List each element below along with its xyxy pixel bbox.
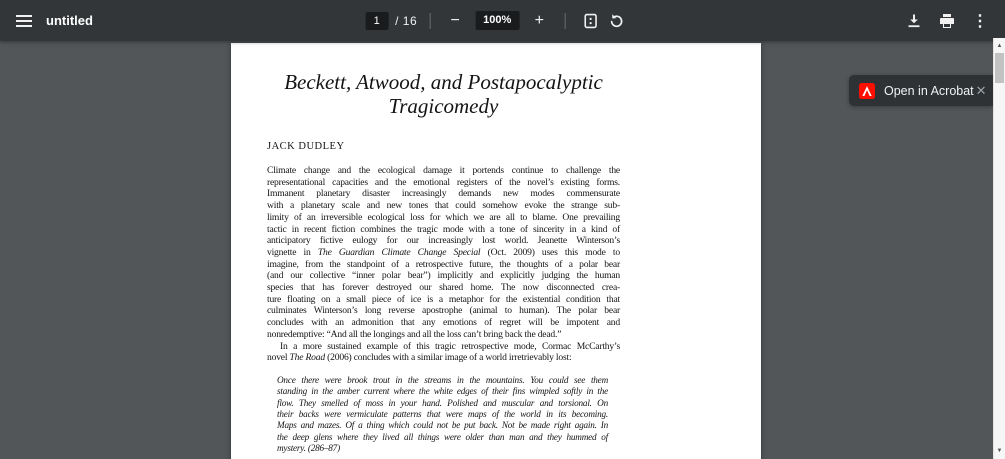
download-button[interactable] — [901, 8, 927, 34]
print-icon — [939, 13, 955, 29]
text-line: the deep glens where they lived all things were older than man and they hummed of — [277, 431, 608, 442]
toolbar-left — [0, 8, 93, 34]
fit-page-button[interactable] — [577, 8, 603, 34]
page-count-label: / 16 — [395, 13, 418, 28]
paragraph-2 — [267, 341, 620, 364]
open-in-acrobat-popup[interactable] — [849, 75, 993, 106]
text-line: species that has forever destroyed our shared home. The now disconnected crea- — [267, 282, 620, 294]
plus-icon: + — [534, 11, 544, 29]
zoom-in-button[interactable] — [526, 8, 552, 34]
print-button[interactable] — [934, 8, 960, 34]
minus-icon: − — [450, 11, 460, 29]
text-line: Climate change and the ecological damage it portends continue to challenge the — [267, 165, 620, 176]
text-line: ture floating on a small piece of ice is a metaphor for the existential condition that — [267, 293, 620, 305]
text-line: vignette in The Guardian Climate Change Special (Oct. 2009) uses this mode to — [267, 246, 620, 258]
scrollbar-thumb[interactable] — [995, 53, 1004, 83]
text-line: representational capacities and the emotional registers of the novel’s existing forms. — [267, 176, 620, 188]
pdf-page — [231, 43, 761, 459]
text-line: flow. They smelled of moss in your hand. Polished and muscular and torsional. On — [277, 397, 608, 408]
menu-icon[interactable] — [11, 8, 37, 34]
scroll-down-icon[interactable]: ▼ — [994, 445, 1005, 457]
text-line: anticipatory fictive eulogy for our increasingly lost world. Jeanette Winterson’s — [267, 235, 620, 247]
text-line: imagine, from the standpoint of a retrospective future, the thoughts of a polar bear — [267, 258, 620, 270]
article-title — [267, 71, 620, 118]
acrobat-icon — [859, 83, 875, 99]
scrollbar[interactable] — [993, 38, 1005, 459]
text-line: tactic in recent fiction combines the tragic mode with a tone of sincerity in a kind of — [267, 223, 620, 235]
more-options-button[interactable] — [967, 8, 993, 34]
article-author: JACK DUDLEY — [267, 141, 345, 152]
zoom-level-badge: 100% — [475, 11, 519, 30]
toolbar — [0, 0, 1005, 41]
viewer-content — [0, 41, 1005, 459]
text-line: (and our collective “inner polar bear”) implicitly and explicitly judging the human — [267, 270, 620, 282]
text-line: limity of an irreversible ecological loss for which we are all to blame. One prevailing — [267, 211, 620, 223]
more-options-icon: ⋮ — [972, 12, 988, 30]
text-line: Immanent planetary disaster increasingly demands new modes commensurate — [267, 188, 620, 200]
toolbar-separator — [429, 13, 430, 29]
toolbar-center — [365, 0, 629, 41]
text-line: their backs were vermiculate patterns that were maps of the world in its becoming. — [277, 408, 608, 419]
article-title-line2: Tragicomedy — [388, 93, 499, 118]
text-line: Maps and mazes. Of a thing which could not be put back. Not be made right again. In — [277, 420, 608, 431]
toolbar-separator — [564, 13, 565, 29]
text-line: novel The Road (2006) concludes with a similar image of a world irretrievably lost: — [267, 352, 572, 364]
page-number-input[interactable] — [365, 12, 388, 30]
text-line: culminates Winterson’s long reverse apostrophe (animal to human). The polar bear — [267, 305, 620, 317]
text-line: Once there were brook trout in the streams in the mountains. You could see them — [277, 374, 608, 385]
text-line: standing in the amber current where the white edges of their fins wimpled softly in the — [277, 386, 608, 397]
text-line: with a planetary scale and new tones that could somehow evoke the strange sub- — [267, 200, 620, 212]
text-line: nonredemptive: “And all the longings and all the loss can’t bring back the dead.” — [267, 328, 562, 340]
document-title: untitled — [46, 13, 93, 28]
fit-page-icon — [582, 13, 598, 29]
download-icon — [906, 13, 922, 29]
hamburger-icon — [15, 12, 33, 30]
rotate-button[interactable] — [603, 8, 629, 34]
close-icon[interactable]: ✕ — [975, 83, 987, 98]
block-quote — [277, 375, 608, 454]
text-line: In a more sustained example of this tragic retrospective mode, Cormac McCarthy’s — [280, 340, 620, 352]
zoom-out-button[interactable] — [442, 8, 468, 34]
text-line: mystery. (286–87) — [277, 443, 340, 454]
article-title-line1: Beckett, Atwood, and Postapocalyptic — [284, 70, 603, 94]
scroll-up-icon[interactable]: ▲ — [994, 40, 1005, 52]
paragraph-1 — [267, 165, 620, 341]
text-line: concludes with an admonition that any emotions of regret will be impotent and — [267, 317, 620, 329]
popup-label: Open in Acrobat — [884, 83, 974, 98]
rotate-icon — [608, 13, 624, 29]
toolbar-right — [901, 8, 1005, 34]
page-body — [267, 71, 620, 454]
